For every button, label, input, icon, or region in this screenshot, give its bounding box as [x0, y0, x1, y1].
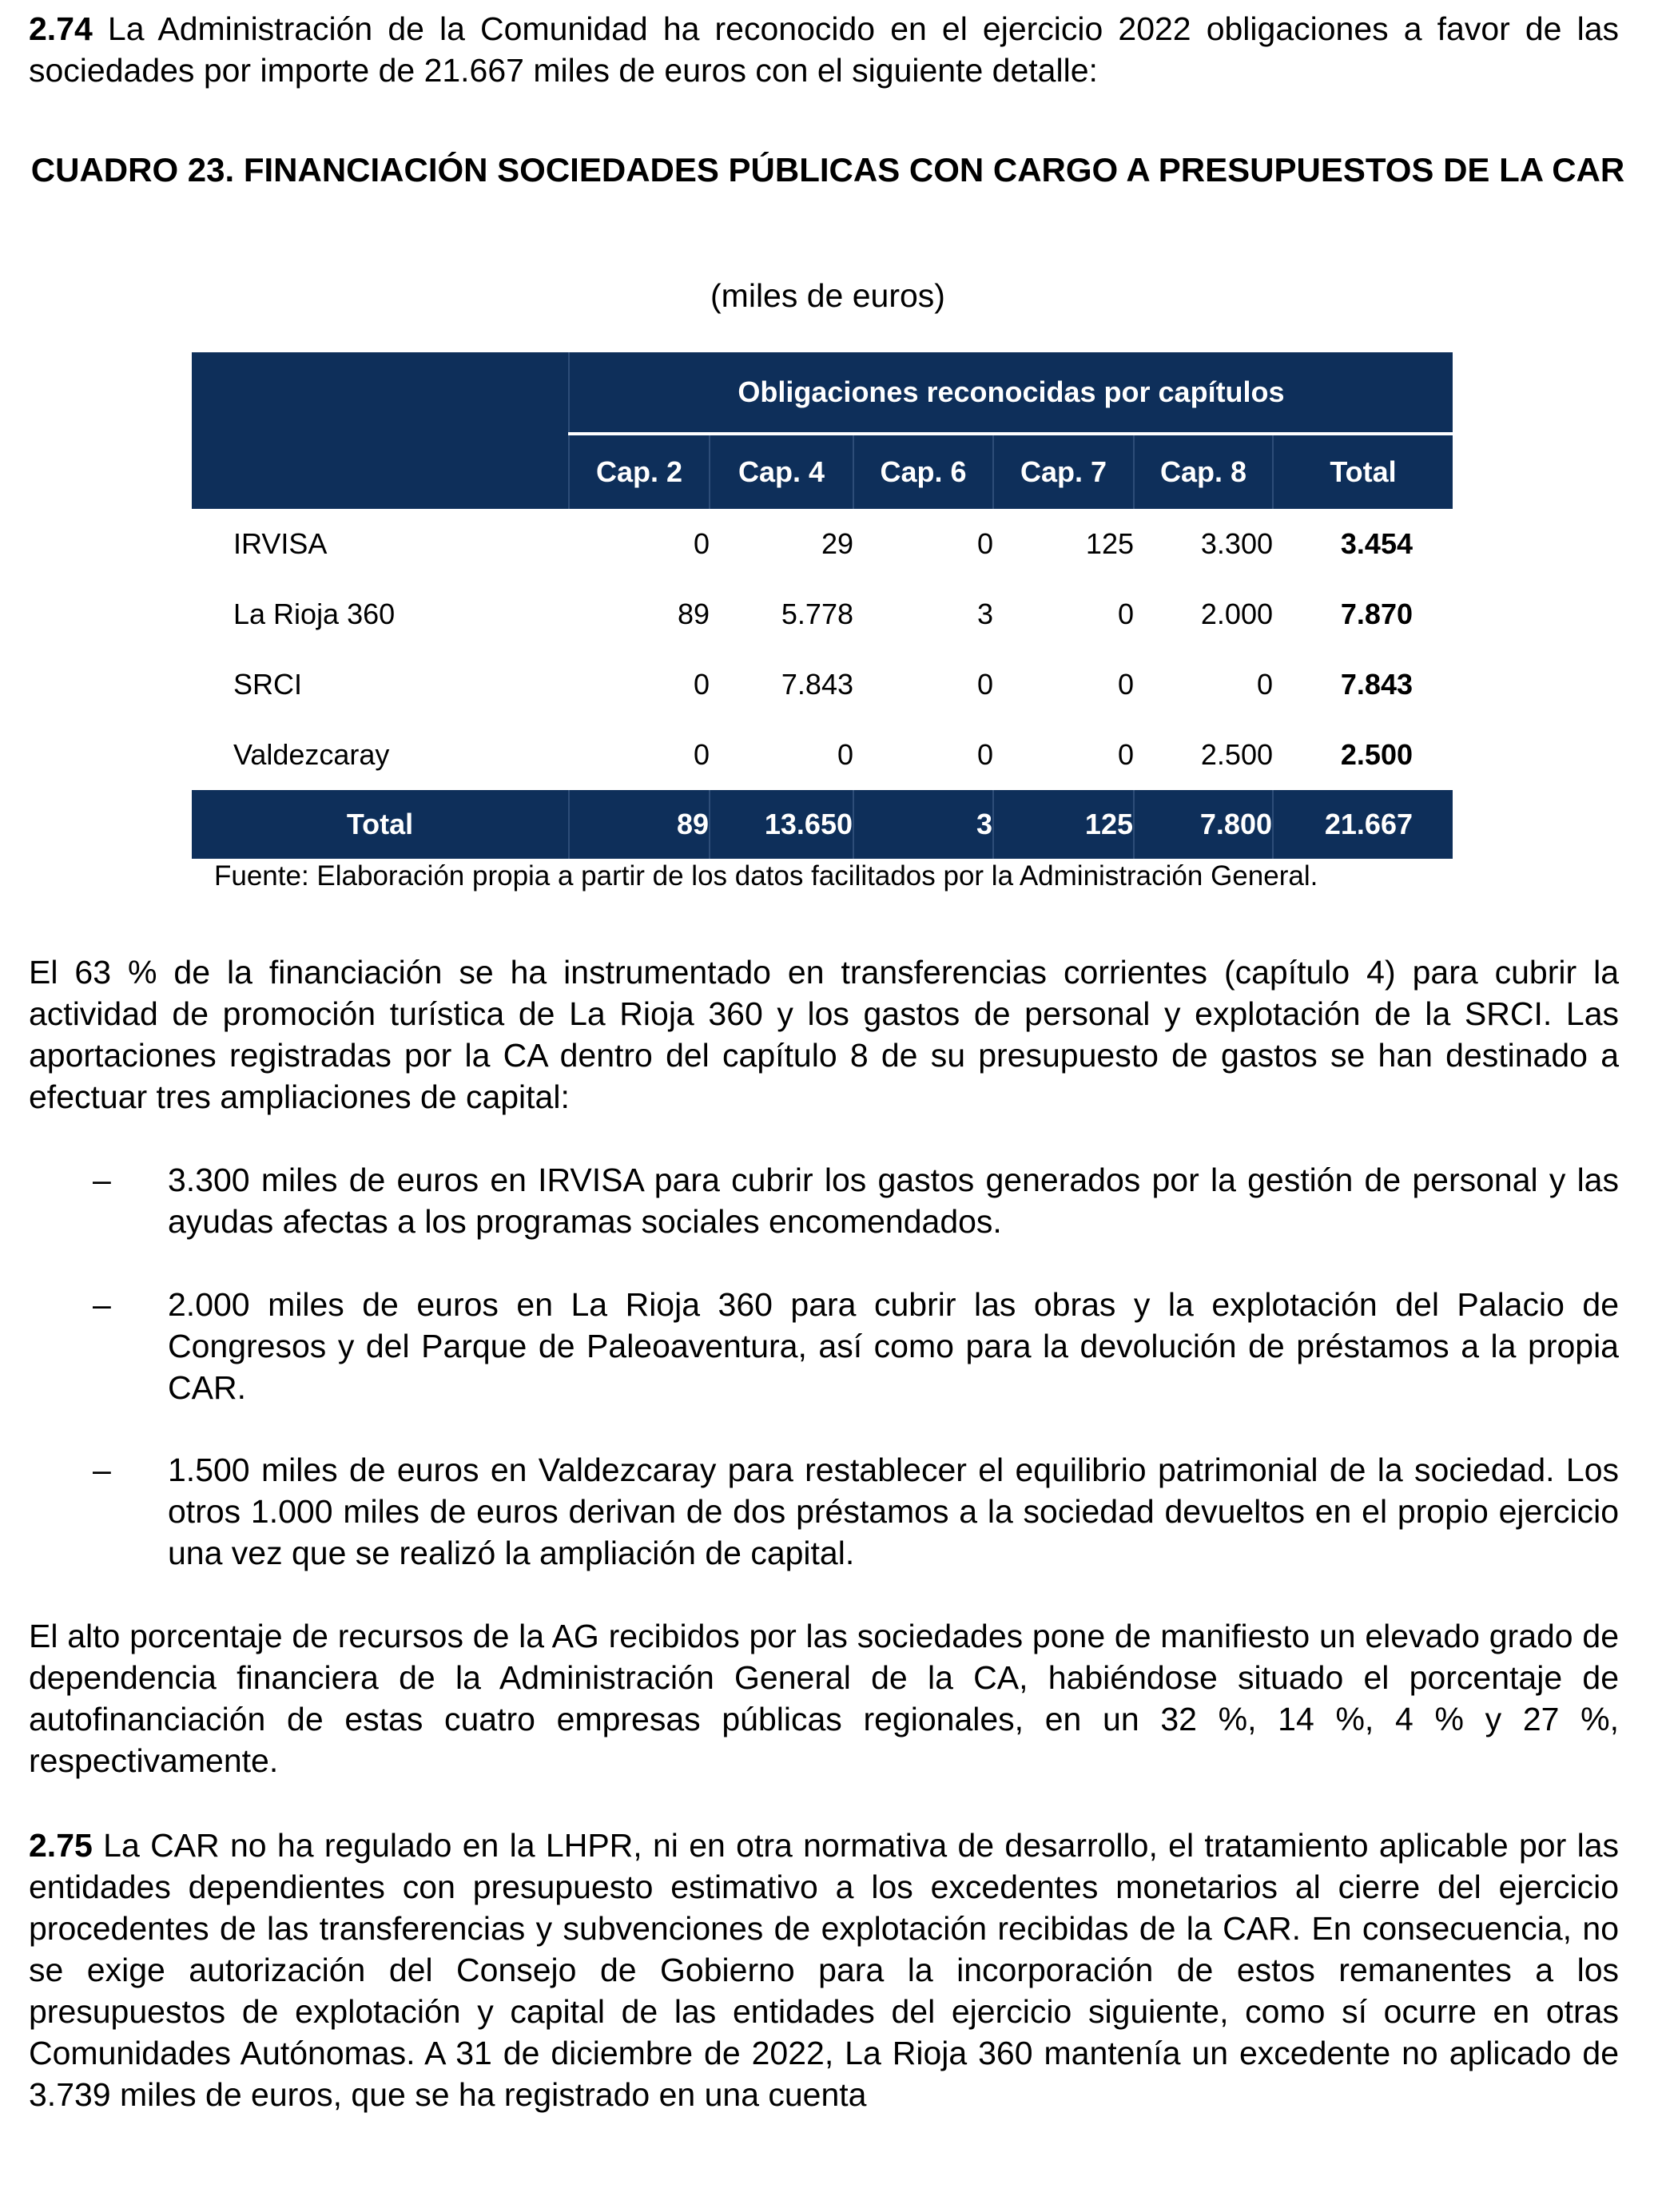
- table-cell: 0: [1117, 738, 1134, 771]
- table-cell: 0: [976, 738, 993, 771]
- table-cell: 2.500: [1200, 738, 1273, 771]
- row-total: 2.500: [1340, 738, 1413, 771]
- table-cell: 0: [693, 527, 710, 560]
- paragraph-dependency: El alto porcentaje de recursos de la AG recibidos por las sociedades pone de manifiesto un elevado grado de dependencia financiera de la Administración General de la CA, habiéndose situado el porcentaje de autofinanciación de estas cuatro empresas públicas regionales, en un 32 %, 14 %, 4 % y 27 %, respectivamente.: [29, 1618, 1619, 1779]
- paragraph-2-75: [29, 1825, 1619, 2115]
- row-label: La Rioja 360: [233, 598, 396, 630]
- total-cell: 13.650: [710, 790, 853, 859]
- bullet-marker: –: [93, 1452, 111, 1488]
- table-row: [192, 509, 1453, 579]
- table-cell: 0: [693, 668, 710, 701]
- bullet-marker: –: [93, 1286, 111, 1323]
- column-header: Cap. 4: [710, 434, 853, 509]
- bullet-marker: –: [93, 1162, 111, 1198]
- paragraph-text: La Administración de la Comunidad ha reconocido en el ejercicio 2022 obligaciones a favor de las sociedades por importe de 21.667 miles de euros con el siguiente detalle:: [29, 10, 1619, 89]
- table-cell: 0: [837, 738, 853, 771]
- row-label: SRCI: [233, 668, 303, 701]
- table-cell: 89: [677, 598, 710, 630]
- table-cell: 0: [976, 668, 993, 701]
- column-header: Cap. 2: [569, 434, 710, 509]
- table-row: [192, 649, 1453, 720]
- column-header: Cap. 7: [993, 434, 1134, 509]
- table-units: (miles de euros): [710, 277, 945, 314]
- total-cell: 7.800: [1134, 790, 1273, 859]
- table-cell: 0: [1117, 598, 1134, 630]
- row-total: 7.870: [1340, 598, 1413, 630]
- list-item-text: 2.000 miles de euros en La Rioja 360 para cubrir las obras y la explotación del Palacio de Congresos y del Parque de Paleoaventura, así como para la devolución de préstamos a la propia CAR.: [168, 1286, 1619, 1406]
- table-row: [192, 579, 1453, 649]
- total-cell: 89: [569, 790, 710, 859]
- grand-total: 21.667: [1273, 790, 1453, 859]
- total-cell: 3: [853, 790, 993, 859]
- table-cell: 0: [1117, 668, 1134, 701]
- group-header: Obligaciones reconocidas por capítulos: [569, 352, 1453, 434]
- table-cell: 29: [821, 527, 853, 560]
- total-label: Total: [192, 790, 569, 859]
- row-label: Valdezcaray: [233, 738, 390, 771]
- total-cell: 125: [993, 790, 1134, 859]
- row-label: IRVISA: [233, 527, 328, 560]
- table-cell: 0: [1256, 668, 1273, 701]
- header-empty-cell: [192, 352, 569, 434]
- table-cell: 3.300: [1200, 527, 1273, 560]
- table-header-group-row: [192, 352, 1453, 434]
- row-total: 7.843: [1340, 668, 1413, 701]
- table-cell: 0: [976, 527, 993, 560]
- paragraph-number: 2.75: [29, 1827, 93, 1864]
- list-item-text: 3.300 miles de euros en IRVISA para cubrir los gastos generados por la gestión de personal y las ayudas afectas a los programas sociales encomendados.: [168, 1162, 1619, 1240]
- table-cell: 7.843: [781, 668, 853, 701]
- paragraph-financing-share: El 63 % de la financiación se ha instrumentado en transferencias corrientes (capítulo 4) para cubrir la actividad de promoción turística de La Rioja 360 y los gastos de personal y explotación de la SRCI. Las aportaciones registradas por la CA dentro del capítulo 8 de su presupuesto de gastos se han destinado a efectuar tres ampliaciones de capital:: [29, 954, 1619, 1115]
- table-total-row: [192, 790, 1453, 859]
- paragraph-2-74: [29, 8, 1619, 91]
- table-source-note: Fuente: Elaboración propia a partir de los datos facilitados por la Administración General.: [214, 860, 1318, 892]
- row-total: 3.454: [1340, 527, 1413, 560]
- table-cell: 0: [693, 738, 710, 771]
- table-row: [192, 720, 1453, 790]
- column-header: Total: [1273, 434, 1453, 509]
- table-cell: 5.778: [781, 598, 853, 630]
- list-item-text: 1.500 miles de euros en Valdezcaray para restablecer el equilibrio patrimonial de la sociedad. Los otros 1.000 miles de euros derivan de dos préstamos a la sociedad devueltos en el propio ejercicio una vez que se realizó la ampliación de capital.: [168, 1452, 1619, 1571]
- table-title: CUADRO 23. FINANCIACIÓN SOCIEDADES PÚBLICAS CON CARGO A PRESUPUESTOS DE LA CAR: [30, 151, 1625, 189]
- column-header: Cap. 6: [853, 434, 993, 509]
- table-cell: 3: [976, 598, 993, 630]
- column-header: Cap. 8: [1134, 434, 1273, 509]
- table-cell: 2.000: [1200, 598, 1273, 630]
- paragraph-text: La CAR no ha regulado en la LHPR, ni en otra normativa de desarrollo, el tratamiento aplicable por las entidades dependientes con presupuesto estimativo a los excedentes monetarios al cierre del ejercicio procedentes de las transferencias y subvenciones de explotación recibidas de la CAR. En consecuencia, no se exige autorización del Consejo de Gobierno para la incorporación de estos remanentes a los presupuestos de explotación y capital de las entidades del ejercicio siguiente, como sí ocurre en otras Comunidades Autónomas. A 31 de diciembre de 2022, La Rioja 360 mantenía un excedente no aplicado de 3.739 miles de euros, que se ha registrado en una cuenta: [29, 1827, 1619, 2113]
- financing-table: [192, 352, 1453, 859]
- table-header-row: [192, 434, 1453, 509]
- table-cell: 125: [1085, 527, 1134, 560]
- header-empty-cell: [192, 434, 569, 509]
- paragraph-number: 2.74: [29, 10, 93, 47]
